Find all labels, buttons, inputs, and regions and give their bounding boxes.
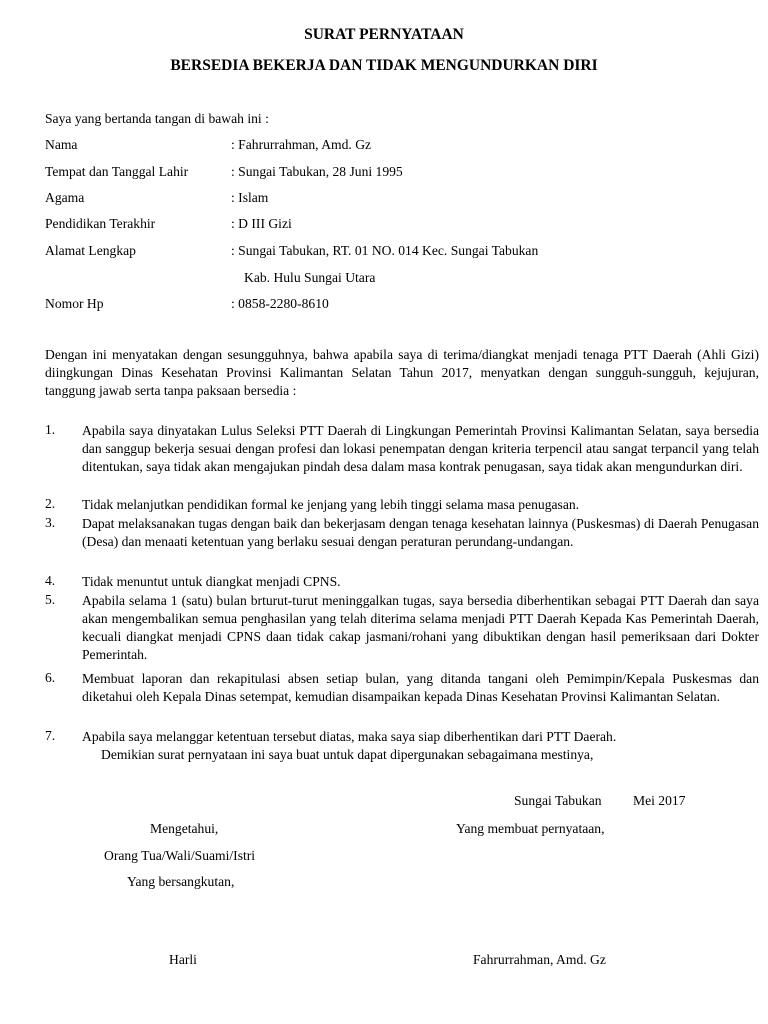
- field-value-continued: Kab. Hulu Sungai Utara: [244, 270, 376, 285]
- list-item: Apabila saya melanggar ketentuan tersebut diatas, maka saya siap diberhentikan dari PTT Daerah.: [82, 729, 617, 744]
- document-title: SURAT PERNYATAAN: [304, 26, 464, 43]
- list-number: 1.: [45, 422, 56, 437]
- field-label: Alamat Lengkap: [45, 243, 136, 258]
- list-number: 7.: [45, 728, 56, 743]
- list-item: Membuat laporan dan rekapitulasi absen setiap bulan, yang ditanda tangani oleh Pemimpin/Kepala Puskesmas dan diketahui oleh Kepala Dinas setempat, kemudian disampaikan kepada Dinas Kesehatan Provinsi Kalimantan Selatan.: [82, 671, 759, 704]
- signing-place: Sungai Tabukan: [514, 793, 602, 808]
- acknowledged-label: Mengetahui,: [150, 821, 219, 836]
- declarant-label: Yang membuat pernyataan,: [456, 821, 605, 836]
- field-value: : Islam: [231, 190, 269, 205]
- document-subtitle: BERSEDIA BEKERJA DAN TIDAK MENGUNDURKAN DIRI: [170, 57, 598, 74]
- list-number: 3.: [45, 515, 56, 530]
- signing-date: Mei 2017: [633, 793, 686, 808]
- field-value: : Fahrurrahman, Amd. Gz: [231, 137, 372, 152]
- field-label: Nama: [45, 137, 78, 152]
- statement-paragraph: Dengan ini menyatakan dengan sesungguhnya, bahwa apabila saya di terima/diangkat menjadi tenaga PTT Daerah (Ahli Gizi) diingkungan Dinas Kesehatan Provinsi Kalimantan Selatan Tahun 2017, menyatkan dengan sungguh-sungguh, kejujuran, tanggung jawab serta tanpa paksaan bersedia :: [45, 347, 759, 398]
- field-value: : Sungai Tabukan, 28 Juni 1995: [231, 164, 403, 179]
- list-item: Apabila saya dinyatakan Lulus Seleksi PTT Daerah di Lingkungan Pemerintah Provinsi Kalimantan Selatan, saya bersedia dan sanggup bekerja sesuai dengan profesi dan lokasi penempatan dengan kriteria terpencil atau sangat terpancil yang telah ditentukan, saya tidak akan mengajukan pindah desa dalam masa kontrak penugasan, saya tidak akan mengundurkan diri.: [82, 423, 759, 474]
- field-value: : Sungai Tabukan, RT. 01 NO. 014 Kec. Sungai Tabukan: [231, 243, 539, 258]
- list-item: Tidak melanjutkan pendidikan formal ke jenjang yang lebih tinggi selama masa penugasan.: [82, 497, 580, 512]
- field-value: : D III Gizi: [231, 216, 292, 231]
- list-number: 5.: [45, 592, 56, 607]
- guardian-label: Orang Tua/Wali/Suami/Istri: [104, 848, 256, 863]
- list-item: Tidak menuntut untuk diangkat menjadi CPNS.: [82, 574, 341, 589]
- guardian-name: Harli: [169, 952, 197, 967]
- list-number: 2.: [45, 496, 56, 511]
- closing-text: Demikian surat pernyataan ini saya buat untuk dapat dipergunakan sebagaimana mestinya,: [101, 747, 594, 762]
- intro-text: Saya yang bertanda tangan di bawah ini :: [45, 111, 269, 126]
- field-value: : 0858-2280-8610: [231, 296, 329, 311]
- list-number: 4.: [45, 573, 56, 588]
- list-item: Apabila selama 1 (satu) bulan brturut-turut meninggalkan tugas, saya bersedia diberhentikan sebagai PTT Daerah dan saya akan mengembalikan semua penghasilan yang telah diterima selama menjadi PTT Daerah Kepada Kas Pemerintah Daerah, kecuali diangkat menjadi CPNS daan tidak cakap jasmani/rohani yang dibuktikan dengan hasil pemeriksaan dari Dokter Pemerintah.: [82, 593, 759, 662]
- field-label: Pendidikan Terakhir: [45, 216, 156, 231]
- field-label: Agama: [45, 190, 85, 205]
- list-item: Dapat melaksanakan tugas dengan baik dan bekerjasam dengan tenaga kesehatan lainnya (Puskesmas) di Daerah Penugasan (Desa) dan menaati ketentuan yang berlaku sesuai dengan peraturan perundang-undangan.: [82, 516, 759, 549]
- list-number: 6.: [45, 670, 56, 685]
- field-label: Nomor Hp: [45, 296, 104, 311]
- field-label: Tempat dan Tanggal Lahir: [45, 164, 189, 179]
- declarant-name: Fahrurrahman, Amd. Gz: [473, 952, 606, 967]
- concerned-label: Yang bersangkutan,: [127, 874, 235, 889]
